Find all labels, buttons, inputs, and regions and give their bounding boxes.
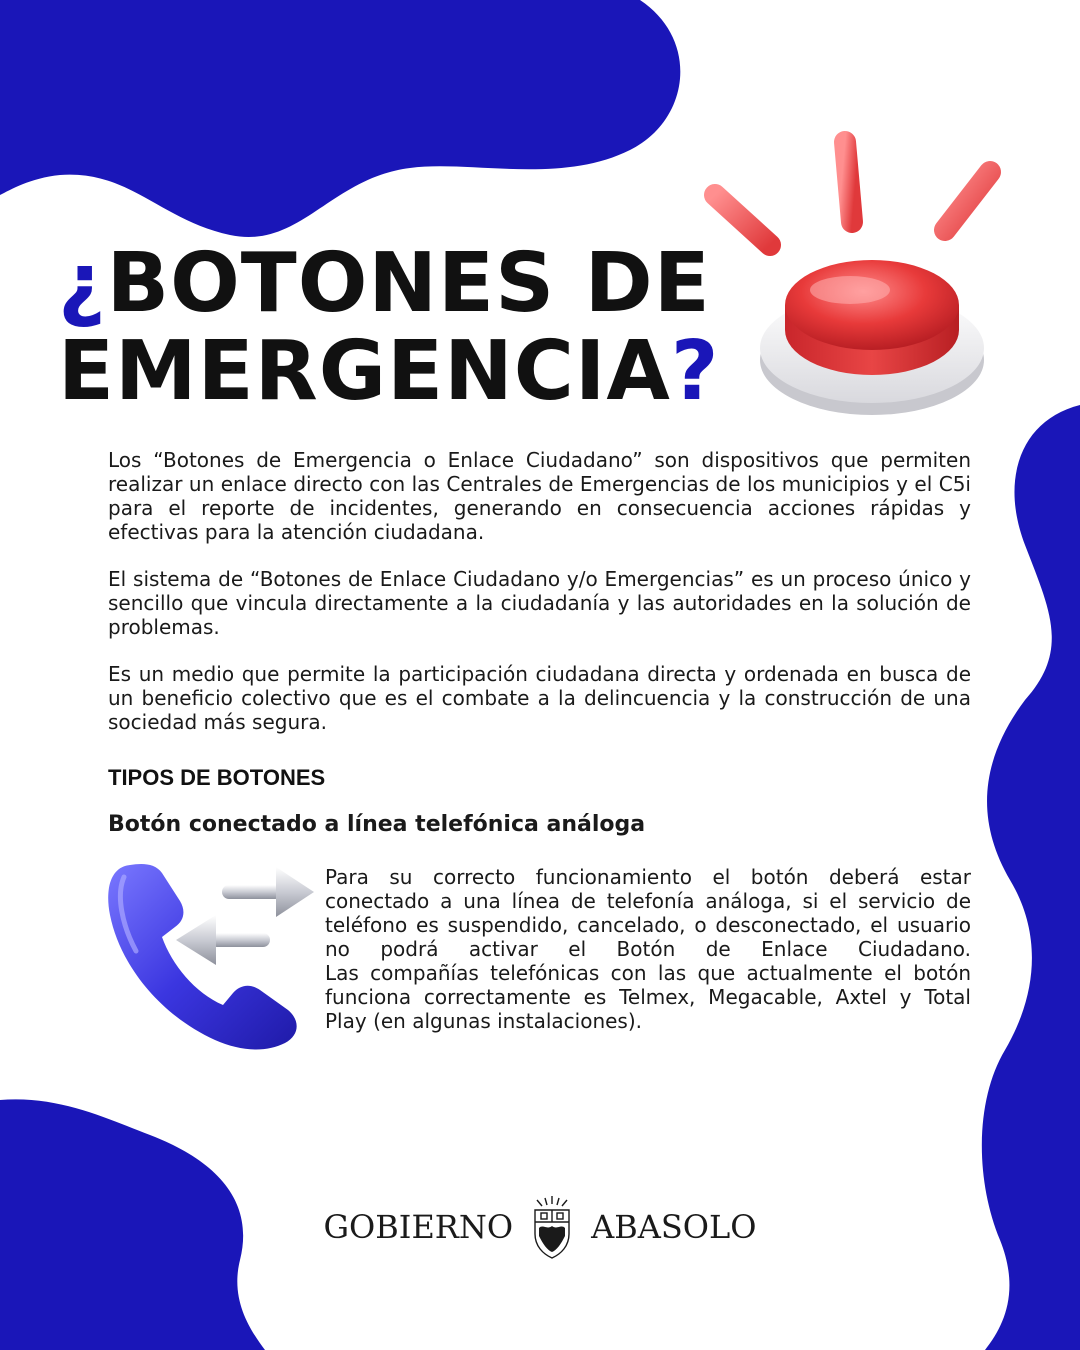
title-line-2 [58, 324, 720, 419]
closing-question-mark: ? [670, 324, 720, 419]
footer-logo [0, 1192, 1080, 1262]
title-text-1: BOTONES DE [106, 236, 711, 331]
title-line-1 [58, 236, 719, 331]
title-text-2: EMERGENCIA [58, 324, 671, 419]
opening-question-mark: ¿ [58, 236, 107, 331]
coat-of-arms-icon [527, 1194, 577, 1260]
exchange-arrows-icon [176, 867, 314, 965]
top-left-blob [0, 0, 680, 237]
participation-paragraph: Es un medio que permite la participación ciudadana directa y ordenada en busca de un beneficio colectivo que es el combate a la delincuencia y la construcción de una sociedad más segura. [108, 662, 971, 734]
phone-description-part-2: Las compañías telefónicas con las que actualmente el botón funciona correctamente es Telmex, Megacable, Axtel y Total Play (en algunas instalaciones). [325, 961, 971, 1033]
sub-heading: Botón conectado a línea telefónica análoga [108, 812, 646, 837]
footer-right-word: ABASOLO [591, 1208, 757, 1246]
phone-handset-icon [100, 855, 320, 1055]
system-paragraph: El sistema de “Botones de Enlace Ciudadano y/o Emergencias” es un proceso único y sencillo que vincula directamente a la ciudadanía y las autoridades en la solución de problemas. [108, 567, 971, 639]
phone-description [325, 865, 971, 1033]
phone-description-part-1: Para su correcto funcionamiento el botón deberá estar conectado a una línea de telefonía análoga, si el servicio de teléfono es suspendido, cancelado, o desconectado, el usuario no podrá activar el Botón de Enlace Ciudadano. [325, 865, 971, 961]
intro-paragraph: Los “Botones de Emergencia o Enlace Ciudadano” son dispositivos que permiten realizar un enlace directo con las Centrales de Emergencias de los municipios y el C5i para el reporte de incidentes, generando en consecuencia acciones rápidas y efectivas para la atención ciudadana. [108, 448, 971, 544]
page-title [58, 236, 720, 419]
section-heading: TIPOS DE BOTONES [108, 765, 326, 790]
footer-left-word: GOBIERNO [323, 1208, 514, 1246]
red-emergency-button-icon [700, 130, 1010, 430]
